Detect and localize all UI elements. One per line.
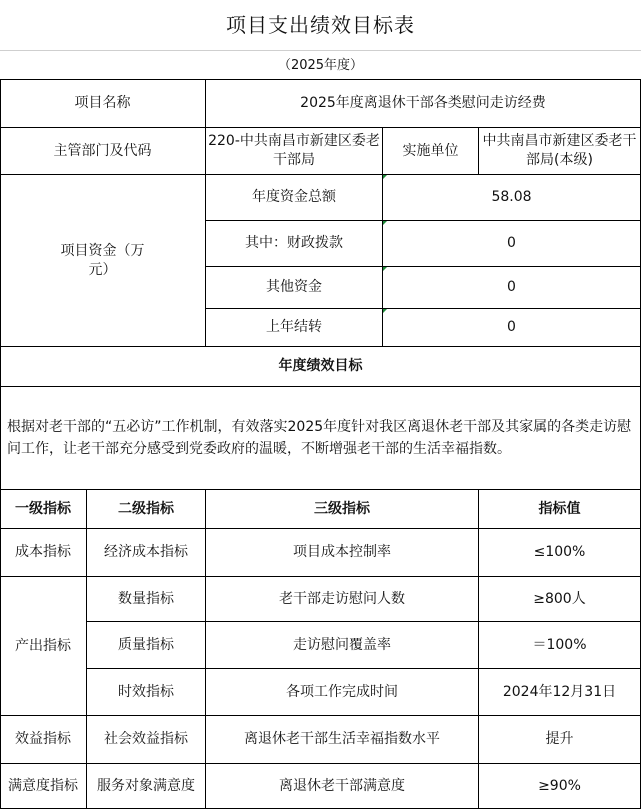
indicator-value: ≤100%: [533, 544, 586, 560]
group-output: 产出指标: [15, 637, 71, 654]
funds-label-text: 项目资金（万元）: [60, 242, 145, 278]
indicator-value: 提升: [545, 731, 574, 747]
group-cost: 成本指标: [15, 544, 71, 560]
page-title: 项目支出绩效目标表: [226, 12, 415, 37]
grid-line: [478, 127, 479, 174]
indicator-header-level3: 三级指标: [314, 500, 370, 517]
indicator-header-level1: 一级指标: [15, 500, 71, 517]
indicator-level3: 各项工作完成时间: [286, 683, 398, 700]
project-name-value: 2025年度离退休干部各类慰问走访经费: [300, 95, 546, 111]
indicator-value: ≥800人: [533, 590, 586, 607]
indicator-value: ＝100%: [532, 636, 587, 653]
indicator-level3: 离退休老干部满意度: [279, 777, 405, 794]
group-satisfaction: 满意度指标: [8, 777, 78, 794]
funds-row-label: 上年结转: [266, 319, 322, 335]
funds-row-value: 0: [507, 235, 516, 251]
fiscal-year: （2025年度）: [277, 57, 364, 73]
indicator-level2: 服务对象满意度: [97, 777, 195, 794]
goal-description: 根据对老干部的“五必访”工作机制，有效落实2025年度针对我区离退休老干部及其家属的各类走访慰问工作，让老干部充分感受到党委政府的温暖，不断增强老干部的生活幸福指数。: [7, 419, 632, 457]
funds-row-label: 年度资金总额: [252, 189, 336, 205]
funds-row-value: 58.08: [491, 189, 532, 205]
funds-label: [0, 175, 205, 346]
indicator-header-value: 指标值: [538, 500, 581, 517]
indicator-header-level2: 二级指标: [118, 500, 174, 517]
indicator-level2: 质量指标: [118, 636, 174, 653]
group-benefit: 效益指标: [15, 731, 71, 747]
funds-row-label: 其中：财政拨款: [245, 235, 343, 251]
indicator-level2: 经济成本指标: [104, 544, 188, 560]
department-value: 220-中共南昌市新建区委老干部局: [208, 133, 380, 168]
funds-row-value: 0: [507, 319, 516, 335]
indicator-value: ≥90%: [538, 777, 581, 794]
project-name-label: 项目名称: [74, 95, 131, 111]
indicator-level2: 数量指标: [118, 590, 174, 607]
indicator-level3: 项目成本控制率: [293, 544, 391, 560]
funds-row-label: 其他资金: [266, 279, 322, 295]
indicator-level2: 时效指标: [118, 683, 174, 700]
indicator-level2: 社会效益指标: [104, 731, 188, 747]
department-label: 主管部门及代码: [53, 142, 152, 159]
goal-header: 年度绩效目标: [278, 358, 363, 374]
indicator-level3: 离退休老干部生活幸福指数水平: [244, 731, 440, 747]
indicator-value: 2024年12月31日: [502, 683, 617, 700]
implementing-unit-value: 中共南昌市新建区委老干部局(本级): [482, 133, 637, 168]
funds-row-value: 0: [507, 279, 516, 295]
indicator-level3: 老干部走访慰问人数: [279, 590, 405, 607]
grid-line: [0, 50, 641, 51]
indicator-level3: 走访慰问覆盖率: [293, 636, 391, 653]
implementing-unit-label: 实施单位: [402, 142, 459, 159]
